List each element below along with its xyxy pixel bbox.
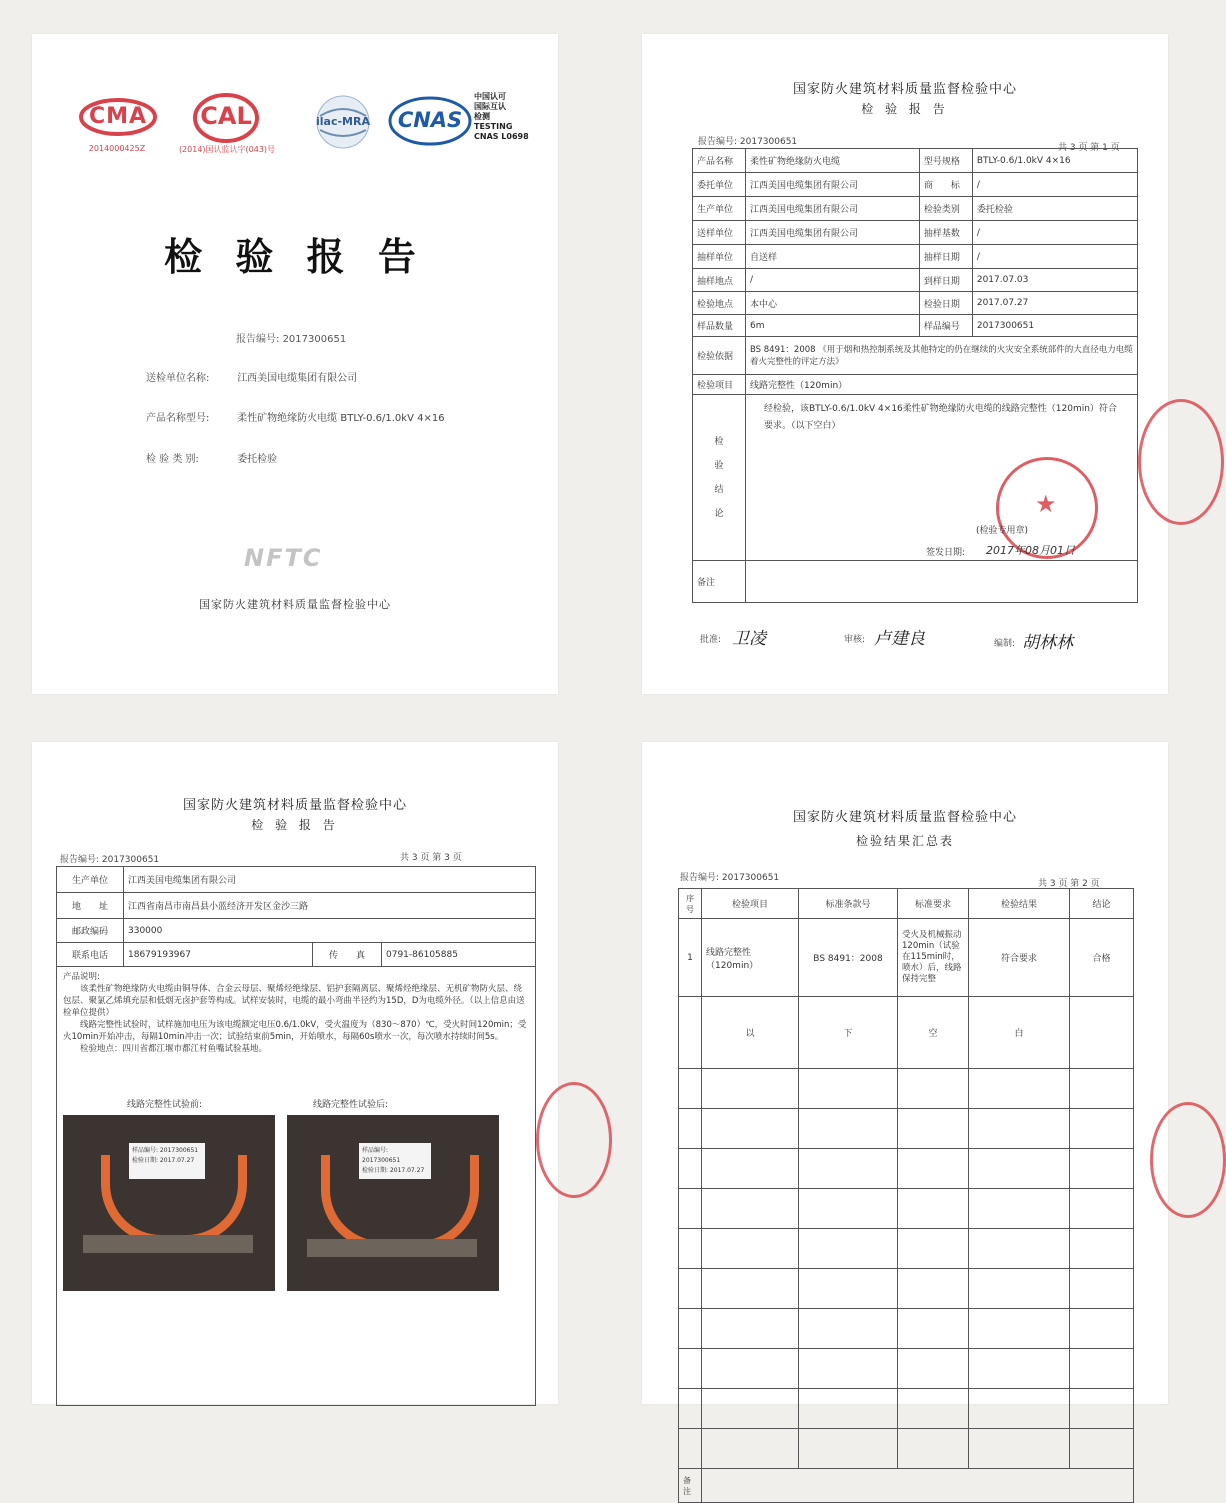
photo-after-test xyxy=(287,1115,499,1291)
cnas-text: 中国认可 国际互认 检测 TESTING CNAS L0698 xyxy=(474,92,529,141)
approve-label: 批准: xyxy=(700,635,722,645)
report-title: 检 验 报 告 xyxy=(861,102,949,116)
conclusion-cell: 经检验，该BTLY-0.6/1.0kV 4×16柔性矿物绝缘防火电缆的线路完整性（120min）符合要求。（以下空白） ★ (检验专用章) 签发日期: 2017年08月01日 xyxy=(746,395,1138,561)
report-no: 报告编号: 2017300651 xyxy=(60,855,160,865)
issue-date-handwritten: 2017年08月01日 xyxy=(986,544,1075,557)
conclusion-label: 检 验 结 论 xyxy=(693,395,746,561)
cover-category-row: 检 验 类 别: 委托检验 xyxy=(146,454,278,465)
cover-product-row: 产品名称型号: 柔性矿物绝缘防火电缆 BTLY-0.6/1.0kV 4×16 xyxy=(146,413,445,424)
cma-logo: CMA xyxy=(78,97,158,137)
page-info: 共 3 页 第 2 页 xyxy=(1038,879,1100,889)
cover-title: 检 验 报 告 xyxy=(164,234,426,279)
sample-card: 样品编号: 2017300651 检验日期: 2017.07.27 xyxy=(359,1143,431,1179)
edge-seal xyxy=(1138,399,1224,525)
summary-title: 检验结果汇总表 xyxy=(855,834,954,848)
cnas-logo: CNAS xyxy=(388,96,472,146)
center-name: 国家防火建筑材料质量监督检验中心 xyxy=(792,82,1017,97)
summary-table: 序号 检验项目 标准条款号 标准要求 检验结果 结论 1 线路完整性（120min） BS 8491：2008 受火及机械振动120min（试验在115min时，喷水）后，线路保持完整 符合要求 合格 以 下 空 白 备注 xyxy=(678,888,1134,1503)
nftc-watermark: NFTC xyxy=(244,544,323,572)
sample-card: 样品编号: 2017300651 检验日期: 2017.07.27 xyxy=(129,1143,205,1179)
cal-logo: CAL xyxy=(192,92,260,144)
report-title: 检 验 报 告 xyxy=(251,818,339,832)
center-name: 国家防火建筑材料质量监督检验中心 xyxy=(792,810,1017,825)
cover-report-no: 报告编号: 2017300651 xyxy=(236,334,347,345)
summary-page xyxy=(642,742,1168,1496)
review-label: 审核: xyxy=(844,635,866,645)
page-info: 共 3 页 第 1 页 xyxy=(1058,143,1120,153)
compile-label: 编制: xyxy=(994,639,1016,649)
report-info-table: 产品名称 柔性矿物绝缘防火电缆 型号规格 BTLY-0.6/1.0kV 4×16 委托单位 江西美国电缆集团有限公司 商 标 / 生产单位 江西美国电缆集团有限公司 检验类别 委托检验 送样单位 江西美国电缆集团有限公司 抽样基数 / 抽样单位 自送样 抽样日期 / 抽样地点 / 到样日期 2017.07.03 检验地点 本中心 检验日期 2017.07.27 样品数量 6m 样品编号 2017300651 检验依据 BS 8491：2008 《用于烟和热控制系统及其他特定的仍在继续的火灾安全系统部件的大直径电力电缆着火完整性的评定方法》 检验项目 线路完整性（120min） 检 验 结 论 经检验，该BTLY-0.6/1.0kV 4×16柔性矿物绝缘防火电缆的线路完整性（120min）符合要求。（以下空白） ★ (检验专用章) 签发日期: 2017年08月01日 备注 xyxy=(692,148,1138,603)
cable-after xyxy=(321,1155,479,1250)
cable-before xyxy=(101,1155,247,1244)
cover-footer: 国家防火建筑材料质量监督检验中心 xyxy=(199,598,391,611)
report-page-1 xyxy=(642,34,1168,694)
compile-signature: 胡林林 xyxy=(1022,633,1073,653)
company-info-table: 生产单位 江西美国电缆集团有限公司 地 址 江西省南昌市南昌县小蓝经济开发区金沙三路 邮政编码 330000 联系电话 18679193967 传 真 0791-86105885 产品说明: 该柔性矿物绝缘防火电缆由铜导体、合金云母层、聚烯烃绝缘层、铝护套隔离层、聚烯烃绝缘层、无机矿物防火层、绕包层、聚氯乙烯填充层和低烟无卤护套等构成。试样安装时，电缆的最小弯曲半径约为15D，D为电缆外径。（以上信息由送检单位提供） 线路完整性试验时，试样施加电压为该电缆额定电压0.6/1.0kV，受火温度为（830～870）℃，受火时间120min；受火10min开始冲击，每隔10min冲击一次；试验结束前5min，开始喷水，每隔60s喷水一次，每次喷水持续时间5s。 检验地点：四川省都江堰市都江村鱼嘴试验基地。 线路完整性试验前: 线路完整性试验后: 样品编号: 2017300651 检验日期: 2017.07.27 样品编号: 2017300651 检验日期: 2017.07.27 xyxy=(56,866,536,1406)
cover-page xyxy=(32,34,558,694)
star-icon: ★ xyxy=(1035,490,1057,518)
ilac-logo: ilac-MRA xyxy=(310,94,376,150)
page-info: 共 3 页 第 3 页 xyxy=(400,853,462,863)
approve-signature: 卫凌 xyxy=(732,629,766,649)
cma-code: 2014000425Z xyxy=(88,144,146,153)
edge-seal xyxy=(1150,1102,1226,1218)
product-description-cell: 产品说明: 该柔性矿物绝缘防火电缆由铜导体、合金云母层、聚烯烃绝缘层、铝护套隔离层、聚烯烃绝缘层、无机矿物防火层、绕包层、聚氯乙烯填充层和低烟无卤护套等构成。试样安装时，电缆的最小弯曲半径约为15D，D为电缆外径。（以上信息由送检单位提供） 线路完整性试验时，试样施加电压为该电缆额定电压0.6/1.0kV，受火温度为（830～870）℃，受火时间120min；受火10min开始冲击，每隔10min冲击一次；试验结束前5min，开始喷水，每隔60s喷水一次，每次喷水持续时间5s。 检验地点：四川省都江堰市都江村鱼嘴试验基地。 线路完整性试验前: 线路完整性试验后: 样品编号: 2017300651 检验日期: 2017.07.27 样品编号: 2017300651 检验日期: 2017.07.27 xyxy=(57,967,536,1406)
remark-label: 备注 xyxy=(679,1469,702,1503)
report-page-3 xyxy=(32,742,558,1404)
review-signature: 卢建良 xyxy=(874,629,925,649)
report-no: 报告编号: 2017300651 xyxy=(680,873,780,883)
photo-before-test xyxy=(63,1115,275,1291)
center-name: 国家防火建筑材料质量监督检验中心 xyxy=(182,798,407,813)
cover-sender-row: 送检单位名称: 江西美国电缆集团有限公司 xyxy=(146,373,358,384)
report-no: 报告编号: 2017300651 xyxy=(698,137,798,147)
edge-seal xyxy=(536,1082,612,1198)
cal-code: (2014)国认监认字(043)号 xyxy=(178,145,276,154)
